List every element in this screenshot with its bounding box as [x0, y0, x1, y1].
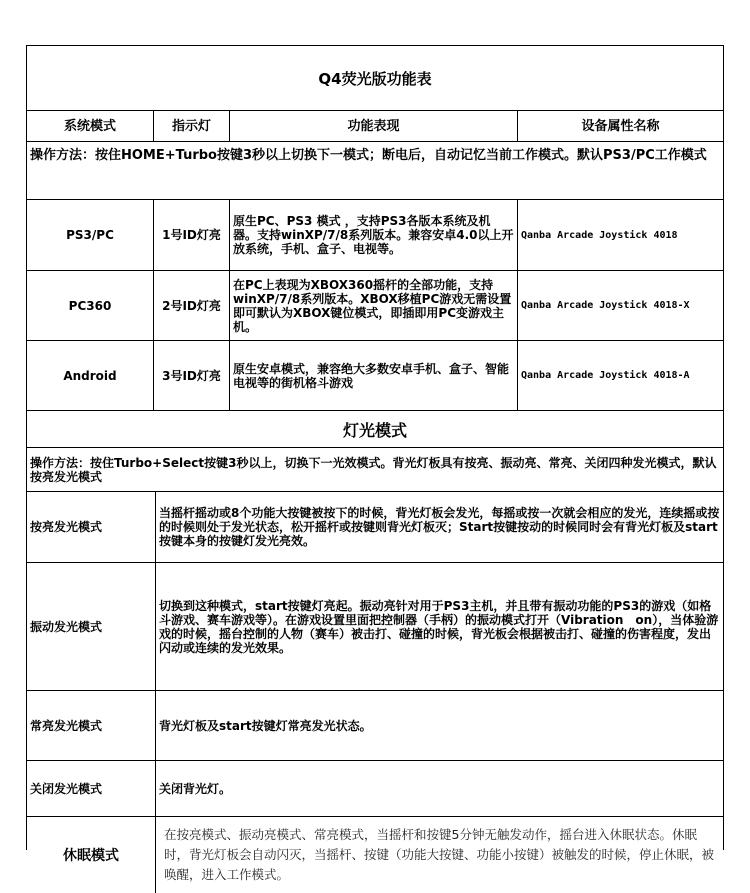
header-system-mode: 系统模式: [27, 111, 154, 141]
light-mode-description: 切换到这种模式，start按键灯亮起。振动亮针对用于PS3主机，并且带有振动功能的PS3的游戏（如格斗游戏、赛车游戏等）。在游戏设置里面把控制器（手柄）的振动模式打开（Vibration on），当体验游戏的时候，摇台控制的人物（赛车）被击打、碰撞的时候，背光板会根据被击打、碰撞的伤害程度，发出闪动或连续的发光效果。: [159, 598, 719, 655]
sleep-mode-name: 休眠模式: [27, 817, 156, 893]
table-title: Q4荧光版功能表: [318, 69, 432, 88]
light-mode-description: 背光灯板及start按键灯常亮发光状态。: [159, 718, 372, 733]
light-mode-description: 当摇杆摇动或8个功能大按键被按下的时候，背光灯板会发光，每摇或按一次就会相应的发光，连续摇或按的时候则处于发光状态，松开摇杆或按键则背光灯板灭；Start按键按动的时候同时会有背光灯板及start按键本身的按键灯发光亮效。: [159, 506, 720, 548]
indicator-light: 1号ID灯亮: [154, 200, 230, 270]
light-mode-description: 关闭背光灯。: [159, 781, 232, 796]
system-mode-row: [27, 341, 723, 411]
sleep-mode-description: 在按亮模式、振动亮模式、常亮模式，当摇杆和按键5分钟无触发动作，摇台进入休眠状态。休眠时，背光灯板会自动闪灭，当摇杆、按键（功能大按键、功能小按键）被触发的时候，停止休眠，被唤醒，进入工作模式。: [164, 827, 715, 882]
device-name: Qanba Arcade Joystick 4018: [521, 229, 678, 241]
light-section-row: [27, 411, 723, 448]
indicator-light: 3号ID灯亮: [154, 341, 230, 410]
indicator-light: 2号ID灯亮: [154, 271, 230, 340]
system-mode-row: [27, 271, 723, 341]
light-section-title: 灯光模式: [342, 420, 407, 440]
light-mode-row: [27, 563, 723, 691]
mode-description: 原生安卓模式，兼容绝大多数安卓手机、盒子、智能电视等的街机格斗游戏: [230, 341, 518, 410]
system-mode-name: PC360: [27, 271, 154, 340]
light-instruction-row: [27, 448, 723, 492]
light-mode-name: 按亮发光模式: [27, 492, 156, 562]
table-title-row: [27, 46, 723, 111]
system-mode-row: [27, 200, 723, 271]
light-mode-row: [27, 691, 723, 761]
header-function: 功能表现: [230, 111, 518, 141]
mode-instruction: 操作方法：按住HOME+Turbo按键3秒以上切换下一模式；断电后，自动记忆当前工作模式。默认PS3/PC工作模式: [30, 148, 707, 163]
light-mode-name: 振动发光模式: [27, 563, 156, 690]
system-mode-name: PS3/PC: [27, 200, 154, 270]
mode-description: 原生PC、PS3 模式 ，支持PS3各版本系统及机器。支持winXP/7/8系列版本。兼容安卓4.0以上开放系统，手机、盒子、电视等。: [230, 200, 518, 270]
light-mode-row: [27, 492, 723, 563]
device-name: Qanba Arcade Joystick 4018-A: [521, 370, 690, 381]
mode-instruction-row: [27, 142, 723, 200]
mode-description: 在PC上表现为XBOX360摇杆的全部功能，支持winXP/7/8系列版本。XBOX移植PC游戏无需设置即可默认为XBOX键位模式，即插即用PC变游戏主机。: [230, 271, 518, 340]
system-mode-name: Android: [27, 341, 154, 410]
light-instruction: 操作方法：按住Turbo+Select按键3秒以上，切换下一光效模式。背光灯板具有按亮、振动亮、常亮、关闭四种发光模式，默认按亮发光模式: [30, 455, 717, 484]
light-mode-name: 常亮发光模式: [27, 691, 156, 760]
header-device-name: 设备属性名称: [581, 118, 660, 134]
light-mode-name: 关闭发光模式: [27, 761, 156, 816]
header-indicator: 指示灯: [154, 111, 230, 141]
table-header-row: [27, 111, 723, 142]
sleep-mode-row: [27, 817, 723, 893]
device-name: Qanba Arcade Joystick 4018-X: [521, 300, 690, 311]
light-mode-row: [27, 761, 723, 817]
function-table: [26, 45, 724, 882]
